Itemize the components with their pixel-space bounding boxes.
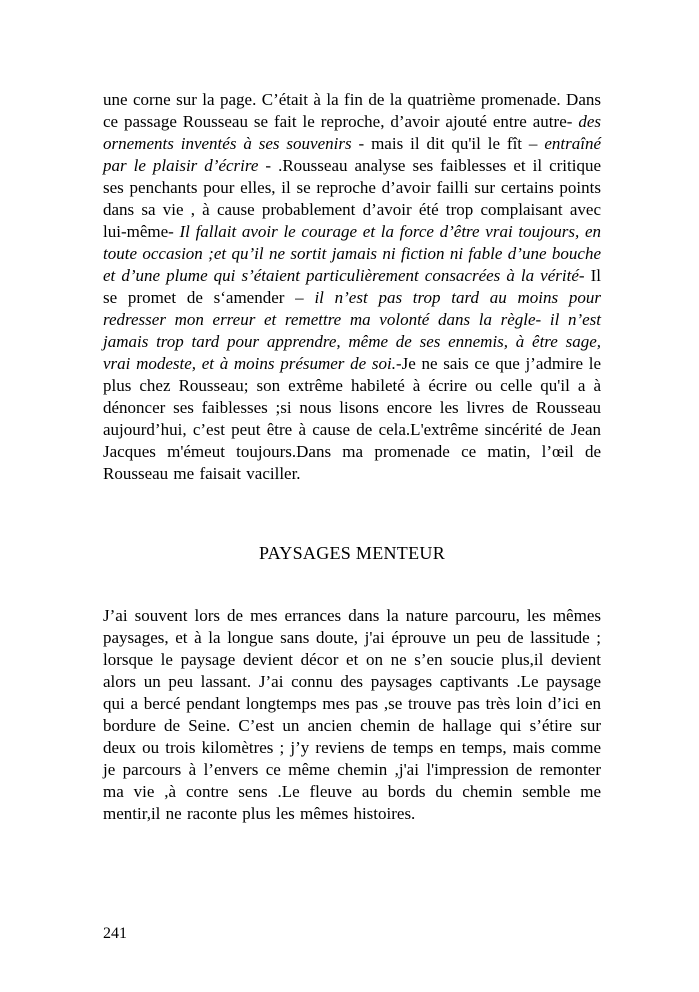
italic-text-segment: Il fallait avoir le courage et la force d’être vrai toujours, en toute occasion ;et qu’il ne sortit jamais ni fiction ni fable d’une bouche et d’une plume qui s’étaient particulièrement consacrées à la vérité (103, 222, 602, 285)
page-number: 241 (103, 925, 127, 942)
text-segment: une corne sur la page. C’était à la fin de la quatrième promenade. Dans ce passage Rousseau se fait le reproche, d’avoir ajouté entre autre- (103, 90, 601, 131)
italic-text-segment: entraîné par le plaisir d’écrire (103, 134, 601, 175)
text-segment: - Il se promet de s‘amender – (103, 266, 601, 307)
italic-text-segment: des ornements inventés à ses souvenirs (103, 112, 601, 153)
text-segment: - mais il dit qu'il le fît – (351, 134, 545, 153)
text-segment: J’ai souvent lors de mes errances dans la nature parcouru, les mêmes paysages, et à la longue sans doute, j'ai éprouve un peu de lassitude ; lorsque le paysage devient décor et on ne s’en soucie plus,il devient alors un peu lassant. J’ai connu des paysages captivants .Le paysage qui a bercé pendant longtemps mes pas ,se trouve pas très loin d’ici en bordure de Seine. C’est un ancien chemin de hallage qui s’étire sur deux ou trois kilomètres ; j’y reviens de temps en temps, mais comme je parcours à l’envers ce même chemin ,j'ai l'impression de remonter ma vie ,à contre sens .Le fleuve au bords du chemin semble me mentir,il ne raconte plus les mêmes histoires. (103, 606, 601, 823)
paragraph-rousseau (103, 89, 601, 485)
section-heading: PAYSAGES MENTEUR (258, 543, 445, 563)
italic-text-segment: il n’est pas trop tard au moins pour redresser mon erreur et remettre ma volonté dans la règle- il n’est jamais trop tard pour apprendre, même de ses ennemis, à être sage, vrai modeste, et à moins présumer de soi. (103, 288, 601, 373)
paragraph-paysages (103, 605, 601, 825)
text-segment: -Je ne sais ce que j’admire le plus chez Rousseau; son extrême habileté à écrire ou celle qu'il a à dénoncer ses faiblesses ;si nous lisons encore les livres de Rousseau aujourd’hui, c’est peut être à cause de cela.L'extrême sincérité de Jean Jacques m'émeut toujours.Dans ma promenade ce matin, l’œil de Rousseau me faisait vaciller. (103, 354, 601, 483)
text-segment: - .Rousseau analyse ses faiblesses et il critique ses penchants pour elles, il se reproche d’avoir failli sur certains points dans sa vie , à cause probablement d’avoir été trop complaisant avec lui-même- (103, 156, 601, 241)
